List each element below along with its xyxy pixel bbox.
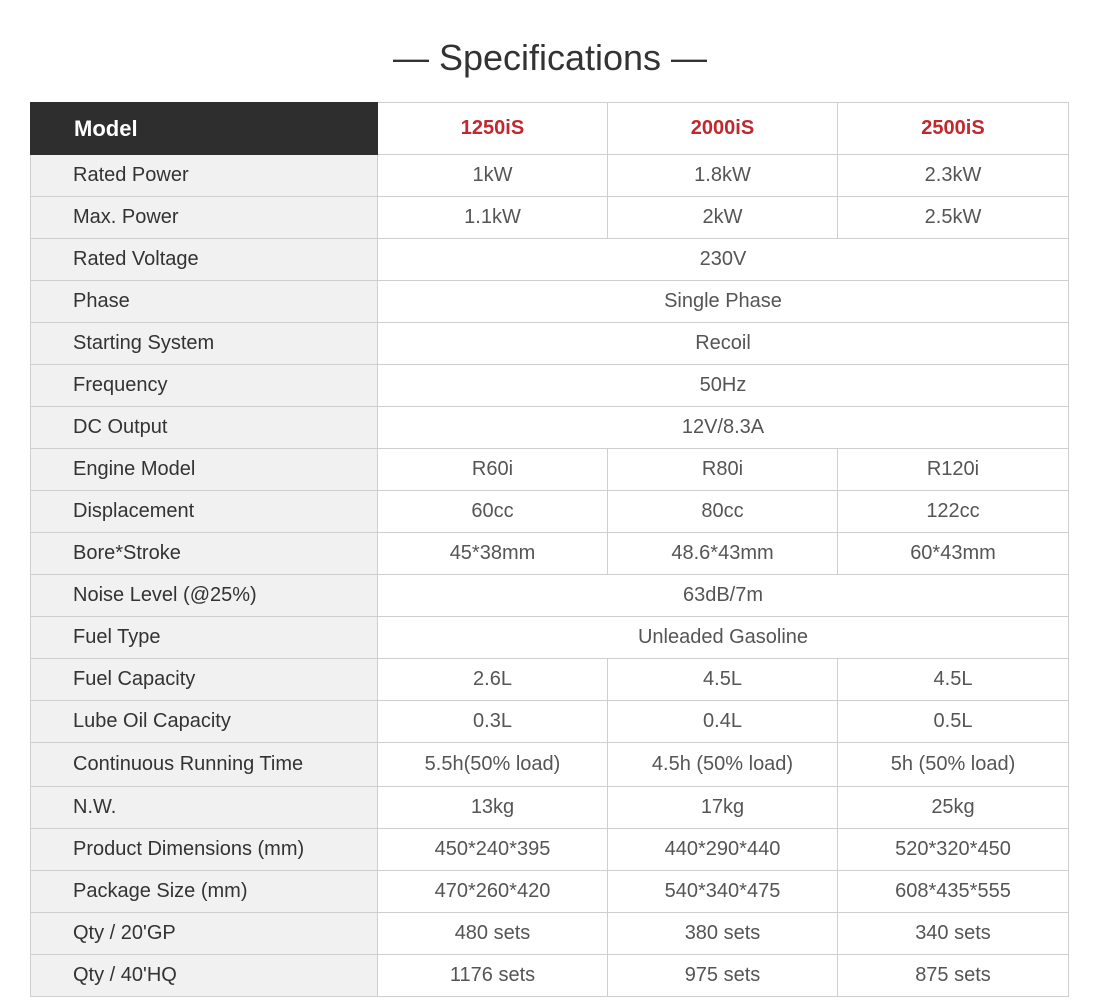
- table-cell: 5.5h(50% load): [378, 743, 608, 787]
- table-cell: 470*260*420: [378, 871, 608, 913]
- row-label: Product Dimensions (mm): [31, 829, 378, 871]
- table-row: [31, 787, 1069, 829]
- row-label: Phase: [31, 281, 378, 323]
- model-name-2000is: 2000iS: [608, 103, 838, 155]
- row-label: Package Size (mm): [31, 871, 378, 913]
- table-row: [31, 407, 1069, 449]
- table-row: [31, 701, 1069, 743]
- table-cell: 45*38mm: [378, 533, 608, 575]
- table-cell: 2.3kW: [838, 155, 1069, 197]
- model-name-1250is: 1250iS: [378, 103, 608, 155]
- row-label: Lube Oil Capacity: [31, 701, 378, 743]
- row-label: Fuel Type: [31, 617, 378, 659]
- table-cell: R60i: [378, 449, 608, 491]
- row-label: N.W.: [31, 787, 378, 829]
- table-cell: 4.5L: [838, 659, 1069, 701]
- row-label: Qty / 20'GP: [31, 913, 378, 955]
- table-row: [31, 155, 1069, 197]
- table-cell: 122cc: [838, 491, 1069, 533]
- table-cell-merged: 63dB/7m: [378, 575, 1069, 617]
- table-header-row: [31, 103, 1069, 155]
- table-cell-merged: Recoil: [378, 323, 1069, 365]
- table-cell: 608*435*555: [838, 871, 1069, 913]
- table-cell: R80i: [608, 449, 838, 491]
- table-cell: 5h (50% load): [838, 743, 1069, 787]
- row-label: Rated Voltage: [31, 239, 378, 281]
- table-row: [31, 659, 1069, 701]
- table-cell: 17kg: [608, 787, 838, 829]
- table-cell: 1kW: [378, 155, 608, 197]
- table-cell: 340 sets: [838, 913, 1069, 955]
- model-header-label: Model: [31, 103, 378, 155]
- table-cell: 4.5h (50% load): [608, 743, 838, 787]
- table-row: [31, 197, 1069, 239]
- table-cell: 875 sets: [838, 955, 1069, 997]
- table-cell: 2kW: [608, 197, 838, 239]
- table-row: [31, 617, 1069, 659]
- table-cell-merged: 50Hz: [378, 365, 1069, 407]
- row-label: Max. Power: [31, 197, 378, 239]
- table-cell: 480 sets: [378, 913, 608, 955]
- table-cell: 2.5kW: [838, 197, 1069, 239]
- row-label: Rated Power: [31, 155, 378, 197]
- table-row: [31, 743, 1069, 787]
- table-row: [31, 365, 1069, 407]
- table-cell: 60*43mm: [838, 533, 1069, 575]
- table-cell: 540*340*475: [608, 871, 838, 913]
- model-name-2500is: 2500iS: [838, 103, 1069, 155]
- row-label: Bore*Stroke: [31, 533, 378, 575]
- table-row: [31, 323, 1069, 365]
- table-cell: 975 sets: [608, 955, 838, 997]
- table-cell: 4.5L: [608, 659, 838, 701]
- row-label: Qty / 40'HQ: [31, 955, 378, 997]
- table-row: [31, 239, 1069, 281]
- table-cell: 450*240*395: [378, 829, 608, 871]
- table-cell: 80cc: [608, 491, 838, 533]
- table-row: [31, 955, 1069, 997]
- table-row: [31, 491, 1069, 533]
- row-label: Starting System: [31, 323, 378, 365]
- table-cell-merged: Single Phase: [378, 281, 1069, 323]
- table-cell: 25kg: [838, 787, 1069, 829]
- table-cell: 0.3L: [378, 701, 608, 743]
- table-cell-merged: 230V: [378, 239, 1069, 281]
- table-cell: 1176 sets: [378, 955, 608, 997]
- table-row: [31, 575, 1069, 617]
- table-cell: 520*320*450: [838, 829, 1069, 871]
- table-cell: 1.1kW: [378, 197, 608, 239]
- table-cell: 0.4L: [608, 701, 838, 743]
- table-cell: 380 sets: [608, 913, 838, 955]
- row-label: Continuous Running Time: [31, 743, 378, 787]
- table-row: [31, 281, 1069, 323]
- table-cell: 1.8kW: [608, 155, 838, 197]
- table-cell: 48.6*43mm: [608, 533, 838, 575]
- table-cell: 0.5L: [838, 701, 1069, 743]
- page-title: — Specifications —: [392, 37, 708, 78]
- table-cell: 60cc: [378, 491, 608, 533]
- specifications-table: [30, 102, 1069, 997]
- row-label: Noise Level (@25%): [31, 575, 378, 617]
- row-label: Fuel Capacity: [31, 659, 378, 701]
- table-row: [31, 871, 1069, 913]
- row-label: DC Output: [31, 407, 378, 449]
- table-cell: 440*290*440: [608, 829, 838, 871]
- table-cell-merged: Unleaded Gasoline: [378, 617, 1069, 659]
- table-row: [31, 829, 1069, 871]
- table-cell-merged: 12V/8.3A: [378, 407, 1069, 449]
- table-row: [31, 533, 1069, 575]
- table-cell: R120i: [838, 449, 1069, 491]
- row-label: Engine Model: [31, 449, 378, 491]
- table-cell: 13kg: [378, 787, 608, 829]
- table-row: [31, 913, 1069, 955]
- table-cell: 2.6L: [378, 659, 608, 701]
- table-row: [31, 449, 1069, 491]
- row-label: Displacement: [31, 491, 378, 533]
- row-label: Frequency: [31, 365, 378, 407]
